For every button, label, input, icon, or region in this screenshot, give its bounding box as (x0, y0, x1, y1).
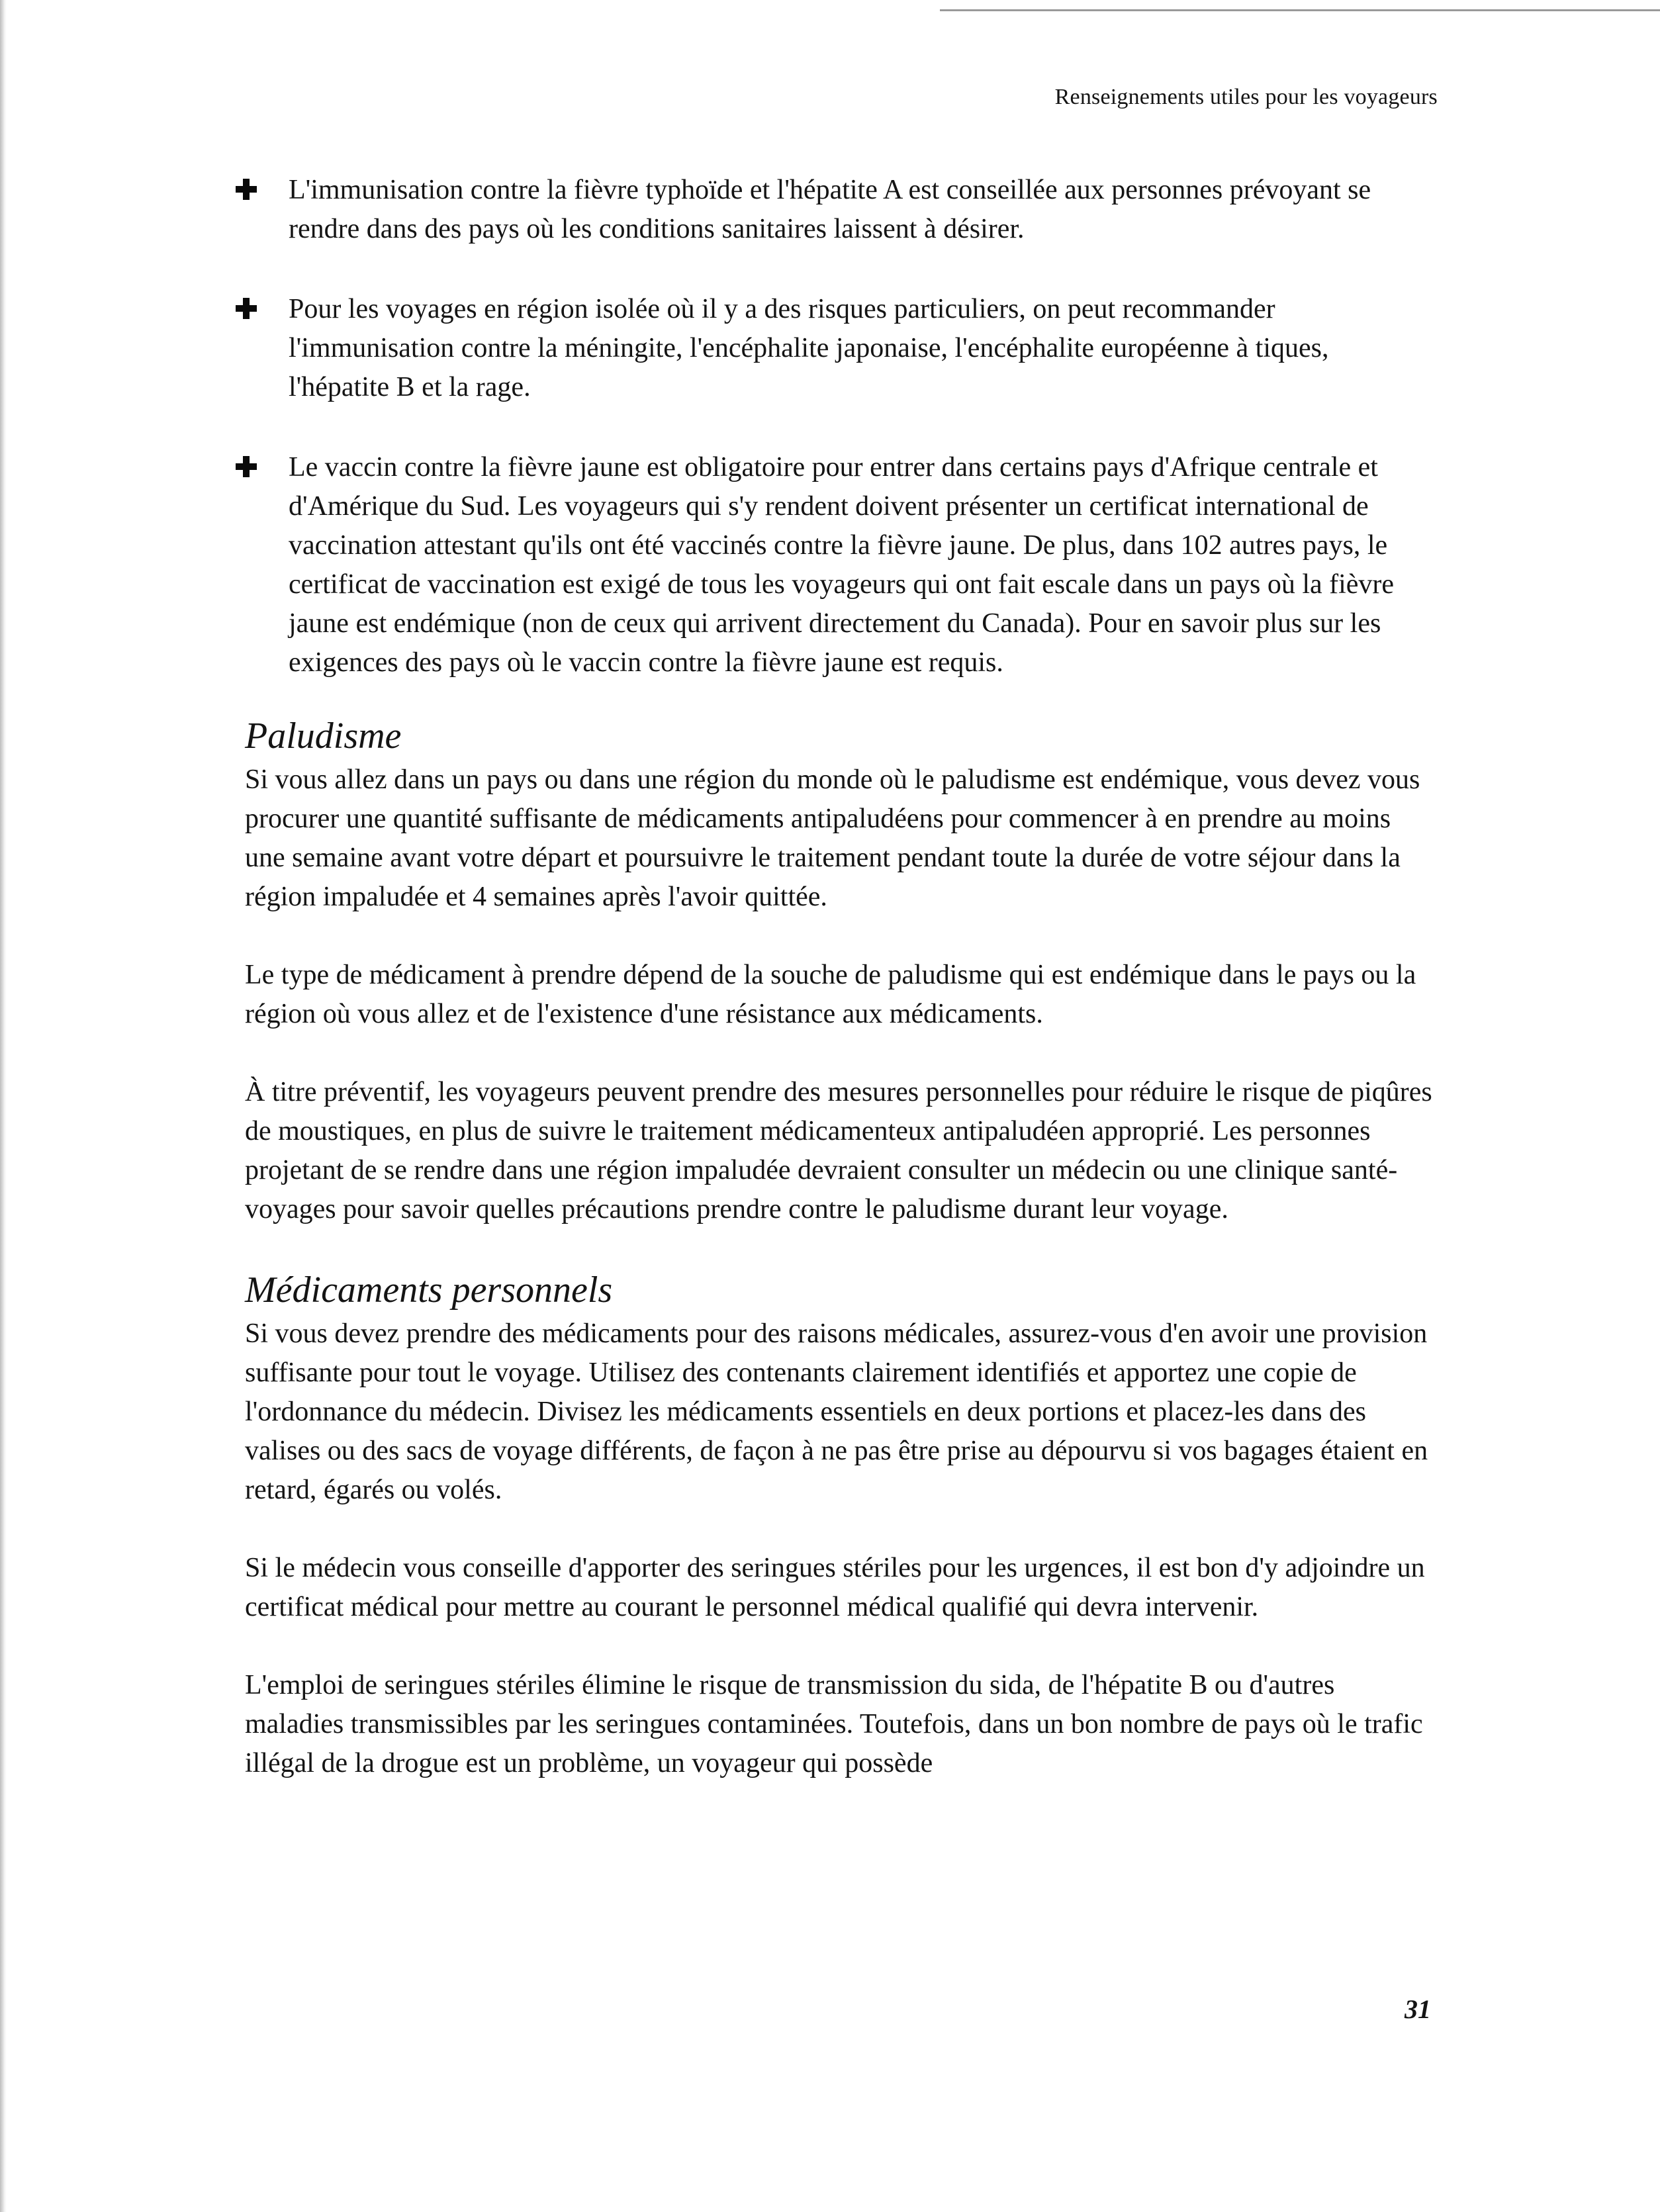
bullet-item-remote-regions (245, 290, 1436, 407)
bullet-item-typhoid (245, 171, 1436, 249)
paragraph: Le type de médicament à prendre dépend de la souche de paludisme qui est endémique dans le pays ou la région où vous allez et de l'existence d'une résistance aux médicaments. (245, 960, 1416, 1029)
page-content (245, 171, 1436, 1822)
paragraph: À titre préventif, les voyageurs peuvent prendre des mesures personnelles pour réduire le risque de piqûres de moustiques, en plus de suivre le traitement médicamenteux antipaludéen approprié. Les personnes projetant de se rendre dans une région impaludée devraient consulter un médecin ou une clinique santé-voyages pour savoir quelles précautions prendre contre le paludisme durant leur voyage. (245, 1077, 1432, 1224)
plus-icon (236, 456, 257, 477)
bullet-item-yellow-fever (245, 448, 1436, 682)
plus-icon (236, 179, 257, 200)
paragraph: Si le médecin vous conseille d'apporter des seringues stériles pour les urgences, il est bon d'y adjoindre un certificat médical pour mettre au courant le personnel médical qualifié qui devra intervenir. (245, 1553, 1425, 1622)
bullet-text: L'immunisation contre la fièvre typhoïde et l'hépatite A est conseillée aux personnes prévoyant se rendre dans des pays où les conditions sanitaires laissent à désirer. (289, 175, 1371, 244)
section-title-paludisme: Paludisme (245, 715, 402, 757)
section-title-medicaments: Médicaments personnels (245, 1269, 613, 1311)
bullet-text: Pour les voyages en région isolée où il y a des risques particuliers, on peut recommander l'immunisation contre la méningite, l'encéphalite japonaise, l'encéphalite européenne à tiques, l'hépatite B et la rage. (289, 294, 1329, 402)
section-medicaments-personnels (245, 1268, 1436, 1783)
scan-page-edge (0, 0, 7, 2212)
section-paludisme (245, 714, 1436, 1229)
paragraph: Si vous devez prendre des médicaments pour des raisons médicales, assurez-vous d'en avoir une provision suffisante pour tout le voyage. Utilisez des contenants clairement identifiés et apportez une copie de l'ordonnance du médecin. Divisez les médicaments essentiels en deux portions et placez-les dans des valises ou des sacs de voyage différents, de façon à ne pas être prise au dépourvu si vos bagages étaient en retard, égarés ou volés. (245, 1318, 1428, 1505)
paragraph: L'emploi de seringues stériles élimine le risque de transmission du sida, de l'hépatite B ou d'autres maladies transmissibles par les seringues contaminées. Toutefois, dans un bon nombre de pays où le trafic illégal de la drogue est un problème, un voyageur qui possède (245, 1670, 1423, 1778)
page-number: 31 (1405, 1994, 1431, 2024)
top-rule (940, 9, 1660, 11)
bullet-list (245, 171, 1436, 682)
running-header: Renseignements utiles pour les voyageurs (1054, 85, 1438, 109)
bullet-text: Le vaccin contre la fièvre jaune est obligatoire pour entrer dans certains pays d'Afrique centrale et d'Amérique du Sud. Les voyageurs qui s'y rendent doivent présenter un certificat international de vaccination attestant qu'ils ont été vaccinés contre la fièvre jaune. De plus, dans 102 autres pays, le certificat de vaccination est exigé de tous les voyageurs qui ont fait escale dans un pays où la fièvre jaune est endémique (non de ceux qui arrivent directement du Canada). Pour en savoir plus sur les exigences des pays où le vaccin contre la fièvre jaune est requis. (289, 452, 1395, 678)
paragraph: Si vous allez dans un pays ou dans une région du monde où le paludisme est endémique, vous devez vous procurer une quantité suffisante de médicaments antipaludéens pour commencer à en prendre au moins une semaine avant votre départ et poursuivre le traitement pendant toute la durée de votre séjour dans la région impaludée et 4 semaines après l'avoir quittée. (245, 764, 1420, 912)
plus-icon (236, 298, 257, 319)
